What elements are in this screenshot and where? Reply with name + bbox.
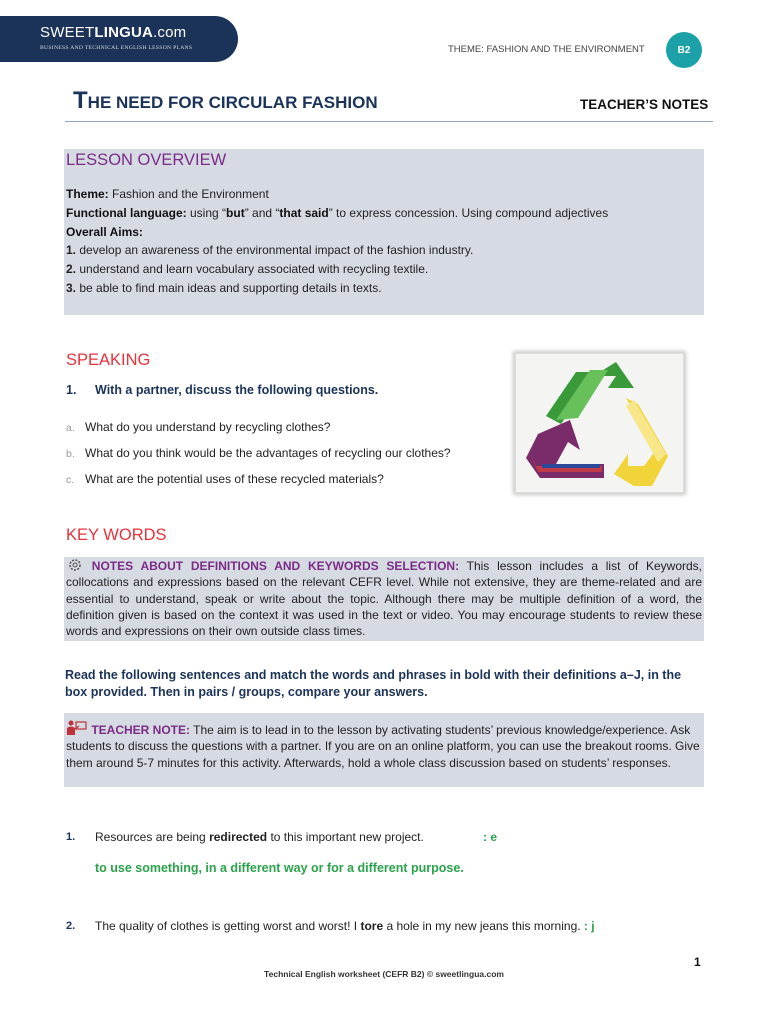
- lesson-overview-box: [64, 149, 704, 315]
- aim-item: 1. develop an awareness of the environmental impact of the fashion industry.: [66, 243, 474, 258]
- recycle-icon: [516, 354, 683, 492]
- speaking-heading: SPEAKING: [66, 351, 151, 369]
- list-item: a. What do you understand by recycling clothes?: [66, 420, 331, 434]
- speaking-questions: [66, 415, 451, 493]
- brand-name: SWEETLINGUA.com: [40, 24, 187, 41]
- aim-item: 2. understand and learn vocabulary associated with recycling textile.: [66, 262, 429, 277]
- brand-logo: [0, 16, 238, 62]
- lesson-overview-heading: LESSON OVERVIEW: [66, 151, 227, 169]
- answer-text: : e: [483, 830, 498, 844]
- list-item: b. What do you think would be the advantages of recycling our clothes?: [66, 446, 451, 460]
- document-title: THE NEED FOR CIRCULAR FASHION: [73, 87, 378, 114]
- definition-text: to use something, in a different way or for a different purpose.: [95, 861, 464, 875]
- brand-tagline: BUSINESS AND TECHNICAL ENGLISH LESSON PLANS: [40, 45, 193, 51]
- theme-row: Theme: Fashion and the Environment: [66, 187, 269, 201]
- keywords-note-text: NOTES ABOUT DEFINITIONS AND KEYWORDS SELECTION: This lesson includes a list of Keywords, collocations and expressions based on the relevant CEFR level. While not extensive, they are theme-related and are essential to understand, speak or write about the topic. Although there may be multiple definition of a word, the definition given is based on the context it was used in the text or video. You may encourage students to review these words and expressions on their own outside class times.: [66, 559, 702, 639]
- list-item: 1. Resources are being redirected to this important new project. : e: [66, 830, 498, 844]
- overall-aims-label: Overall Aims:: [66, 224, 143, 239]
- keywords-note-box: [64, 557, 704, 641]
- gear-icon: [66, 558, 84, 572]
- theme-line: THEME: FASHION AND THE ENVIRONMENT: [448, 44, 645, 55]
- teacher-note-box: [64, 713, 704, 787]
- recycle-symbol-image: [515, 353, 684, 493]
- aim-item: 3. be able to find main ideas and supporting details in texts.: [66, 280, 382, 295]
- teacher-note-text: TEACHER NOTE: The aim is to lead in to the lesson by activating students’ previous knowledge/experience. Ask students to discuss the questions with a partner. If you are on an online platform, you can use the breakout rooms. Give them around 5-7 minutes for this activity. Afterwards, hold a whole class discussion based on students’ responses.: [66, 720, 702, 771]
- page-number: 1: [694, 955, 701, 969]
- answer-text: : j: [583, 919, 595, 933]
- list-item: 2. The quality of clothes is getting worst and worst! I tore a hole in my new jeans this morning. : j: [66, 919, 595, 933]
- page-footer: Technical English worksheet (CEFR B2) © sweetlingua.com: [264, 969, 504, 979]
- teacher-icon: [66, 720, 88, 736]
- teachers-notes-label: TEACHER’S NOTES: [580, 97, 709, 112]
- key-words-heading: KEY WORDS: [66, 526, 167, 544]
- functional-language-row: Functional language: using “but” and “that said” to express concession. Using compound adjectives: [66, 205, 609, 220]
- list-item: c. What are the potential uses of these recycled materials?: [66, 472, 384, 486]
- matching-instruction: Read the following sentences and match the words and phrases in bold with their definitions a–J, in the box provided. Then in pairs / groups, compare your answers.: [65, 668, 682, 699]
- title-divider: [65, 121, 713, 122]
- level-badge: B2: [666, 32, 702, 68]
- speaking-instruction: 1. With a partner, discuss the following questions.: [66, 383, 379, 397]
- lesson-overview-content: [66, 185, 608, 298]
